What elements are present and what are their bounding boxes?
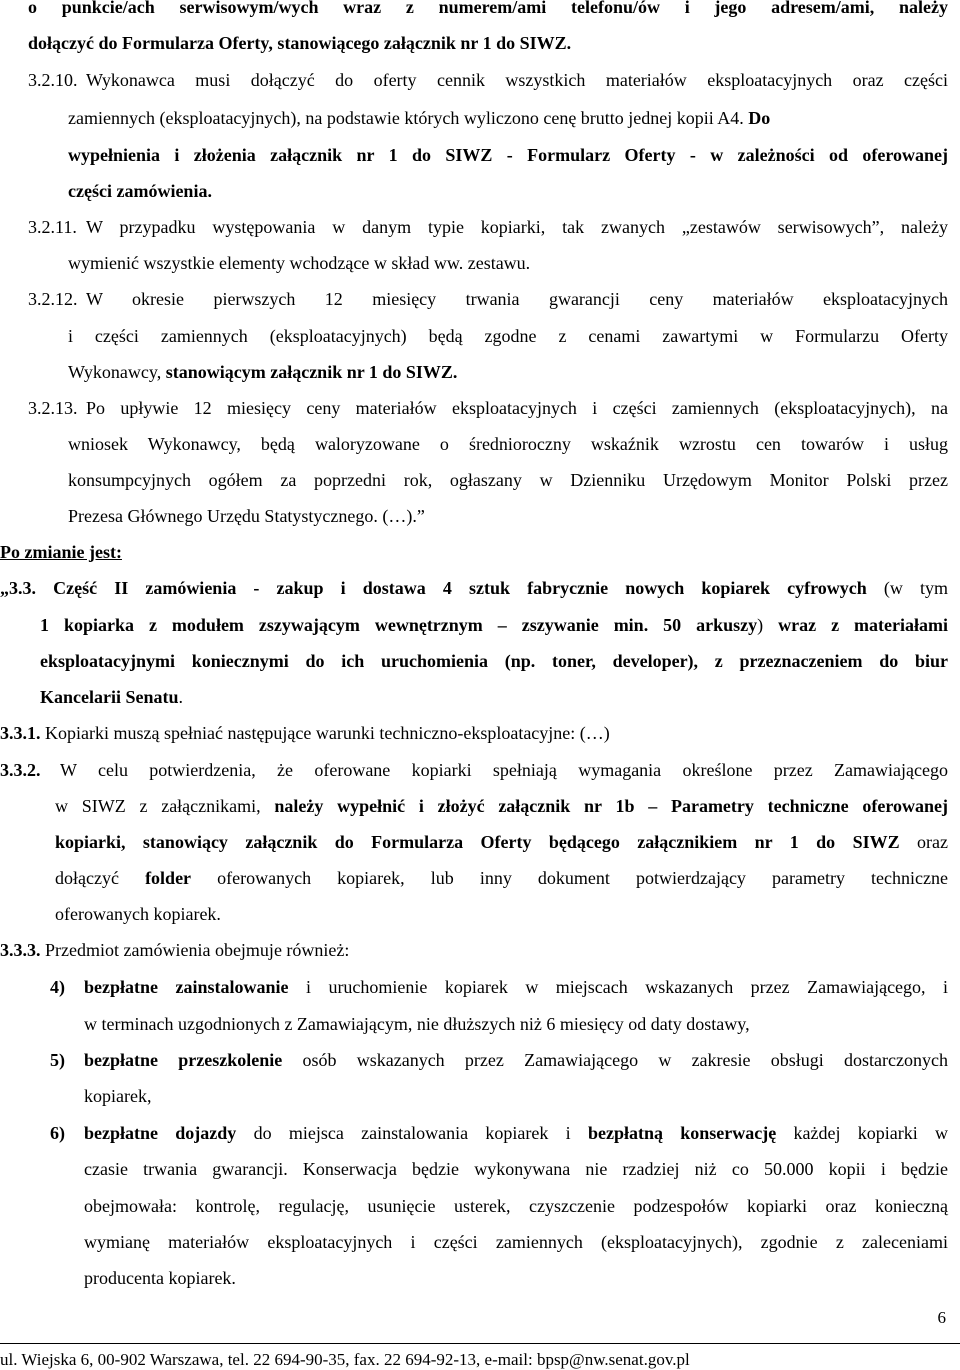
p3210-line-2 xyxy=(68,107,770,129)
p3213-line-4: Prezesa Głównego Urzędu Statystycznego. (…).” xyxy=(68,506,425,526)
p3213-line-3: konsumpcyjnych ogółem za poprzedni rok, ogłaszany w Dzienniku Urzędowym Monitor Polski przez xyxy=(68,470,948,490)
p3210-line-1: Wykonawca musi dołączyć do oferty cennik wszystkich materiałów eksploatacyjnych oraz części xyxy=(86,70,948,90)
p332-line-3 xyxy=(55,831,948,853)
prev-line-2: dołączyć do Formularza Oferty, stanowiącego załącznik nr 1 do SIWZ. xyxy=(28,33,572,53)
section-number-3-2-13: 3.2.13. xyxy=(28,398,78,418)
section-number-3-2-12: 3.2.12. xyxy=(28,289,78,309)
p3211-line-2: wymienić wszystkie elementy wchodzące w skład ww. zestawu. xyxy=(68,253,531,273)
p332-line-2 xyxy=(55,795,948,817)
p3212-line-3-bold: stanowiącym załącznik nr 1 do SIWZ. xyxy=(165,362,458,382)
item-6-line-2: czasie trwania gwarancji. Konserwacja będzie wykonywana nie rzadziej niż co 50.000 kopii i będzie xyxy=(84,1159,948,1179)
item-6-line-3: obejmowała: kontrolę, regulację, usunięcie usterek, czyszczenie podzespołów kopiarki oraz konieczną xyxy=(84,1196,948,1216)
p33-line-2-bold-2: wraz z materiałami xyxy=(778,615,949,635)
p33-line-2-paren: ) xyxy=(757,615,764,635)
item-5-line-2: kopiarek, xyxy=(84,1086,152,1106)
p33-line-2 xyxy=(40,614,948,636)
page-number: 6 xyxy=(937,1308,946,1327)
item-6-bold-2: bezpłatną konserwację xyxy=(587,1123,777,1143)
section-number-3-3-1: 3.3.1. xyxy=(0,723,41,743)
p332-line-4 xyxy=(55,867,948,889)
p333-text: Przedmiot zamówienia obejmuje również: xyxy=(45,940,350,960)
section-number-3-3-2: 3.3.2. xyxy=(0,760,41,780)
item-4-text: i uruchomienie kopiarek w miejscach wskazanych przez Zamawiającego, i xyxy=(305,977,949,997)
section-number-3-2-11: 3.2.11. xyxy=(28,217,77,237)
item-6-number: 6) xyxy=(50,1123,65,1143)
p33-line-4 xyxy=(40,686,183,708)
footer-address: ul. Wiejska 6, 00-902 Warszawa, tel. 22 694-90-35, fax. 22 694-92-13, e-mail: bpsp@nw.senat.gov.pl xyxy=(0,1350,690,1369)
p331-line xyxy=(0,722,610,744)
p332-line-4-text: dołączyć xyxy=(55,868,119,888)
p33-line-3: eksploatacyjnymi koniecznymi do ich uruchomienia (np. toner, developer), z przeznaczeniem do biur xyxy=(40,651,948,671)
item-4-number: 4) xyxy=(50,977,65,997)
p331-text: Kopiarki muszą spełniać następujące warunki techniczno-eksploatacyjne: (…) xyxy=(45,723,610,743)
p332-line-3-bold: kopiarki, stanowiący załącznik do Formularza Oferty będącego załącznikiem nr 1 do SIWZ xyxy=(55,832,900,852)
p3212-line-2: i części zamiennych (eksploatacyjnych) będą zgodne z cenami zawartymi w Formularzu Oferty xyxy=(68,326,948,346)
item-6-text-1: do miejsca zainstalowania kopiarek i xyxy=(253,1123,571,1143)
p3210-line-4: części zamówienia. xyxy=(68,181,212,201)
footer-divider xyxy=(0,1343,960,1344)
p3213-line-2: wniosek Wykonawcy, będą waloryzowane o średnioroczny wskaźnik wzrostu cen towarów i usług xyxy=(68,434,948,454)
p3210-line-3: wypełnienia i złożenia załącznik nr 1 do SIWZ - Formularz Oferty - w zależności od oferowanej xyxy=(68,145,948,165)
p3212-line-1: W okresie pierwszych 12 miesięcy trwania gwarancji ceny materiałów eksploatacyjnych xyxy=(86,289,948,309)
p332-line-2-bold: należy wypełnić i złożyć załącznik nr 1b – Parametry techniczne oferowanej xyxy=(274,796,949,816)
p3211-line-1: W przypadku występowania w danym typie kopiarki, tak zwanych „zestawów serwisowych”, należy xyxy=(86,217,948,237)
p332-line-3-text: oraz xyxy=(917,832,948,852)
section-number-3-3-3: 3.3.3. xyxy=(0,940,41,960)
p33-line-2-bold: 1 kopiarka z modułem zszywającym wewnętrznym – zszywanie min. 50 arkuszy xyxy=(40,615,758,635)
p3212-line-3 xyxy=(68,361,457,383)
item-5-line-1 xyxy=(84,1049,948,1071)
item-4-bold: bezpłatne zainstalowanie xyxy=(84,977,289,997)
p33-line-1 xyxy=(0,577,948,599)
p333-line xyxy=(0,939,349,961)
item-6-text-2: każdej kopiarki w xyxy=(793,1123,949,1143)
prev-line-1: o punkcie/ach serwisowym/wych wraz z numerem/ami telefonu/ów i jego adresem/ami, należy xyxy=(28,0,948,17)
change-heading: Po zmianie jest: xyxy=(0,542,122,562)
p33-line-4-dot: . xyxy=(178,687,183,707)
item-4-line-2: w terminach uzgodnionych z Zamawiającym, nie dłuższych niż 6 miesięcy od daty dostawy, xyxy=(84,1014,750,1034)
p3210-line-2-bold: Do xyxy=(748,108,771,128)
p33-line-1-text: (w tym xyxy=(883,578,949,598)
p332-line-2-text: w SIWZ z załącznikami, xyxy=(55,796,261,816)
p332-line-4-bold: folder xyxy=(145,868,192,888)
p33-line-4-bold: Kancelarii Senatu xyxy=(40,687,179,707)
p33-line-1-bold: Część II zamówienia - zakup i dostawa 4 sztuk fabrycznie nowych kopiarek cyfrowych xyxy=(53,578,867,598)
p332-line-1: W celu potwierdzenia, że oferowane kopiarki spełniają wymagania określone przez Zamawiającego xyxy=(60,760,948,780)
item-6-line-4: wymianę materiałów eksploatacyjnych i części zamiennych (eksploatacyjnych), zgodnie z zaleceniami xyxy=(84,1232,948,1252)
p3212-line-3-text: Wykonawcy, xyxy=(68,362,162,382)
item-4-line-1 xyxy=(84,976,948,998)
p3213-line-1: Po upływie 12 miesięcy ceny materiałów eksploatacyjnych i części zamiennych (eksploatacyjnych), na xyxy=(86,398,948,418)
p33-number: „3.3. xyxy=(0,578,36,598)
item-6-bold-1: bezpłatne dojazdy xyxy=(84,1123,237,1143)
p332-line-5: oferowanych kopiarek. xyxy=(55,904,221,924)
item-6-line-5: producenta kopiarek. xyxy=(84,1268,236,1288)
item-5-text: osób wskazanych przez Zamawiającego w zakresie obsługi dostarczonych xyxy=(302,1050,948,1070)
p3210-line-2-text: zamiennych (eksploatacyjnych), na podstawie których wyliczono cenę brutto jednej kopii A4. xyxy=(68,108,744,128)
section-number-3-2-10: 3.2.10. xyxy=(28,70,78,90)
item-6-line-1 xyxy=(84,1122,948,1144)
item-5-number: 5) xyxy=(50,1050,65,1070)
item-5-bold: bezpłatne przeszkolenie xyxy=(84,1050,283,1070)
p332-line-4-text-2: oferowanych kopiarek, lub inny dokument potwierdzający parametry techniczne xyxy=(217,868,949,888)
